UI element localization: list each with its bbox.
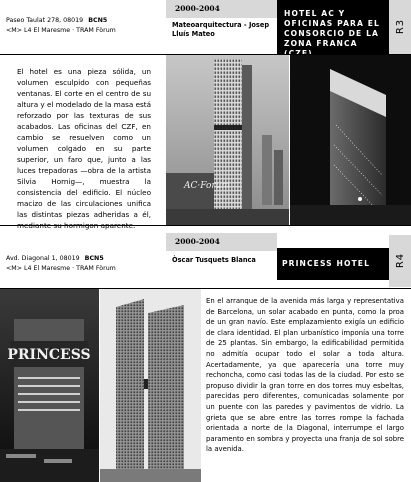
r3-code-box <box>389 0 411 54</box>
r3-bottom-rule <box>0 225 411 226</box>
r4-years: 2000-2004 <box>175 237 220 246</box>
r3-title: HOTEL AC Y OFICINAS PARA EL CONSORCIO DE LA ZONA FRANCA <box>284 9 380 48</box>
r3-years: 2000-2004 <box>175 4 220 13</box>
r4-title-box <box>277 248 389 280</box>
r4-architect: Òscar Tusquets Blanca <box>172 256 256 264</box>
r4-address-ref: BCN5 <box>84 255 104 262</box>
r3-code: R3 <box>395 18 407 35</box>
r4-years-bar <box>166 233 277 251</box>
r3-address-line1: Paseo Taulat 278, 08019 <box>6 17 84 24</box>
r4-photo-night <box>0 289 99 482</box>
r3-photo-night <box>290 55 411 225</box>
r4-code-box <box>389 235 411 287</box>
r3-address-line2: <M> L4 El Maresme · TRAM Fòrum <box>6 27 116 34</box>
r4-body: En el arranque de la avenida más larga y representativa de Barcelona, un solar acabado en punta, como la proa de un gran navío. Este emplazamiento exigía un edificio de clara identidad. El plan urbanístico imponía una torre de 25 plantas. Sin embargo, la edificabilidad permitida no admitía ocupar todo el solar a toda altura. Acertadamente, ya que aparecería una torre muy rechoncha, como casi todas las de la ciudad. Por esto se propuso dividir la gran torre en dos torres muy esbeltas, parecidas pero diferentes, comunicadas solamente por un puente con las paredes y pavimentos de vidrio. La grieta que se abre entre las torres rompe la fachada orientada a norte de la Diagonal, interrumpe el largo paramento en sombra y proyecta una franja de sol sobre la avenida. <box>206 297 404 454</box>
r3-address <box>6 16 164 36</box>
princess-sign: PRINCESS <box>7 347 91 363</box>
r4-code: R4 <box>395 252 407 269</box>
r4-address-line1: Avd. Diagonal 1, 08019 <box>6 255 80 262</box>
r4-address <box>6 254 164 274</box>
r4-address-line2: <M> L4 El Maresme · TRAM Fòrum <box>6 265 116 272</box>
r4-photo-day <box>100 289 201 482</box>
r3-years-bar <box>166 0 277 18</box>
photo-sign: AC·Forum <box>184 181 231 191</box>
r3-address-ref: BCN5 <box>88 17 108 24</box>
r3-photo-day <box>166 55 289 225</box>
r3-body: El hotel es una pieza sólida, un volumen esculpido con pequeñas ventanas. El corte en el centro de su altura y el modelado de la masa está reforzado por las texturas de sus acabados. Las oficinas del CZF, en cambio se resuelven como un volumen colgado en su parte superior, un faro que, junto a las luces trepadoras —obra de la artista Silvia Hornig—, muestra la consistencia del edificio. El núcleo macizo de las circulaciones unifica las distintas piezas adheridas a él, <box>17 67 151 219</box>
r3-architect: Mateoarquitectura - Josep Lluís Mateo <box>172 21 270 38</box>
r4-title: PRINCESS HOTEL <box>282 259 371 268</box>
r3-title-box <box>277 0 389 54</box>
